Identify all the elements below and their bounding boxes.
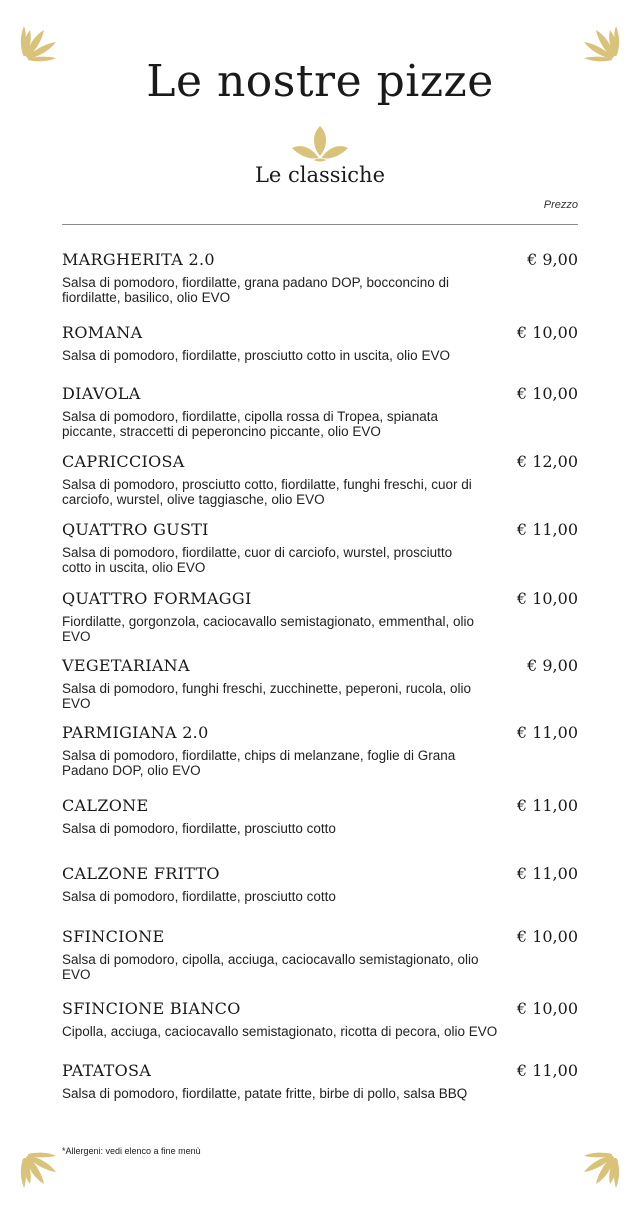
item-price: € 12,00 (516, 452, 578, 471)
item-description: Salsa di pomodoro, fiordilatte, grana padano DOP, bocconcino di fiordilatte, basilico, olio EVO (62, 275, 449, 305)
item-description: Salsa di pomodoro, fiordilatte, prosciutto cotto (62, 889, 336, 904)
item-description: Salsa di pomodoro, fiordilatte, prosciutto cotto (62, 821, 336, 836)
item-price: € 11,00 (516, 723, 578, 742)
menu-item-sfincione (62, 927, 578, 982)
item-name: VEGETARIANA (62, 656, 190, 675)
item-name: ROMANA (62, 323, 143, 342)
menu-item-parmigiana (62, 723, 578, 778)
item-name: PATATOSA (62, 1061, 152, 1080)
menu-item-vegetariana (62, 656, 578, 711)
menu-item-quattro-formaggi (62, 589, 578, 644)
item-name: CALZONE (62, 796, 149, 815)
item-description: Salsa di pomodoro, fiordilatte, cipolla rossa di Tropea, spianata piccante, straccetti di peperoncino piccante, olio EVO (62, 409, 438, 439)
item-price: € 10,00 (516, 999, 578, 1018)
menu-item-sfincione-bianco (62, 999, 578, 1039)
price-column-header: Prezzo (543, 199, 578, 211)
item-description: Salsa di pomodoro, fiordilatte, patate fritte, birbe di pollo, salsa BBQ (62, 1086, 468, 1101)
fan-ornament-icon (18, 1152, 62, 1196)
menu-item-margherita (62, 250, 578, 305)
item-price: € 11,00 (516, 520, 578, 539)
item-description: Salsa di pomodoro, cipolla, acciuga, caciocavallo semistagionato, olio EVO (62, 952, 479, 982)
item-name: SFINCIONE (62, 927, 165, 946)
menu-item-capricciosa (62, 452, 578, 507)
item-price: € 10,00 (516, 589, 578, 608)
item-description: Salsa di pomodoro, funghi freschi, zucchinette, peperoni, rucola, olio EVO (62, 681, 471, 711)
menu-item-patatosa (62, 1061, 578, 1101)
item-price: € 9,00 (527, 656, 578, 675)
menu-item-romana (62, 323, 578, 363)
item-name: SFINCIONE BIANCO (62, 999, 241, 1018)
item-description: Salsa di pomodoro, fiordilatte, chips di melanzane, foglie di Grana Padano DOP, olio EVO (62, 748, 456, 778)
corner-ornament-bottom-left (18, 1152, 62, 1196)
section-subtitle: Le classiche (254, 163, 386, 187)
menu-item-calzone (62, 796, 578, 836)
item-description: Cipolla, acciuga, caciocavallo semistagionato, ricotta di pecora, olio EVO (62, 1024, 498, 1039)
item-price: € 10,00 (516, 323, 578, 342)
menu-item-quattro-gusti (62, 520, 578, 575)
corner-ornament-bottom-right (578, 1152, 622, 1196)
item-name: DIAVOLA (62, 384, 141, 403)
item-name: MARGHERITA 2.0 (62, 250, 215, 269)
item-description: Salsa di pomodoro, fiordilatte, prosciutto cotto in uscita, olio EVO (62, 348, 450, 363)
item-price: € 11,00 (516, 864, 578, 883)
item-name: QUATTRO GUSTI (62, 520, 209, 539)
item-price: € 10,00 (516, 384, 578, 403)
menu-item-diavola (62, 384, 578, 439)
item-description: Salsa di pomodoro, fiordilatte, cuor di carciofo, wurstel, prosciutto cotto in uscita, olio EVO (62, 545, 453, 575)
item-description: Salsa di pomodoro, prosciutto cotto, fiordilatte, funghi freschi, cuor di carciofo, wurstel, olive taggiasche, olio EVO (62, 477, 472, 507)
item-price: € 11,00 (516, 796, 578, 815)
item-price: € 9,00 (527, 250, 578, 269)
item-description: Fiordilatte, gorgonzola, caciocavallo semistagionato, emmenthal, olio EVO (62, 614, 474, 644)
item-name: PARMIGIANA 2.0 (62, 723, 209, 742)
item-price: € 11,00 (516, 1061, 578, 1080)
fan-ornament-icon (578, 1152, 622, 1196)
page-title: Le nostre pizze (146, 56, 494, 107)
leaf-icon (292, 124, 348, 162)
leaf-ornament (292, 124, 348, 162)
menu-item-calzone-fritto (62, 864, 578, 904)
item-price: € 10,00 (516, 927, 578, 946)
item-name: CALZONE FRITTO (62, 864, 220, 883)
allergen-footnote: *Allergeni: vedi elenco a fine menù (62, 1146, 201, 1156)
header-divider (62, 224, 578, 225)
item-name: CAPRICCIOSA (62, 452, 185, 471)
item-name: QUATTRO FORMAGGI (62, 589, 252, 608)
